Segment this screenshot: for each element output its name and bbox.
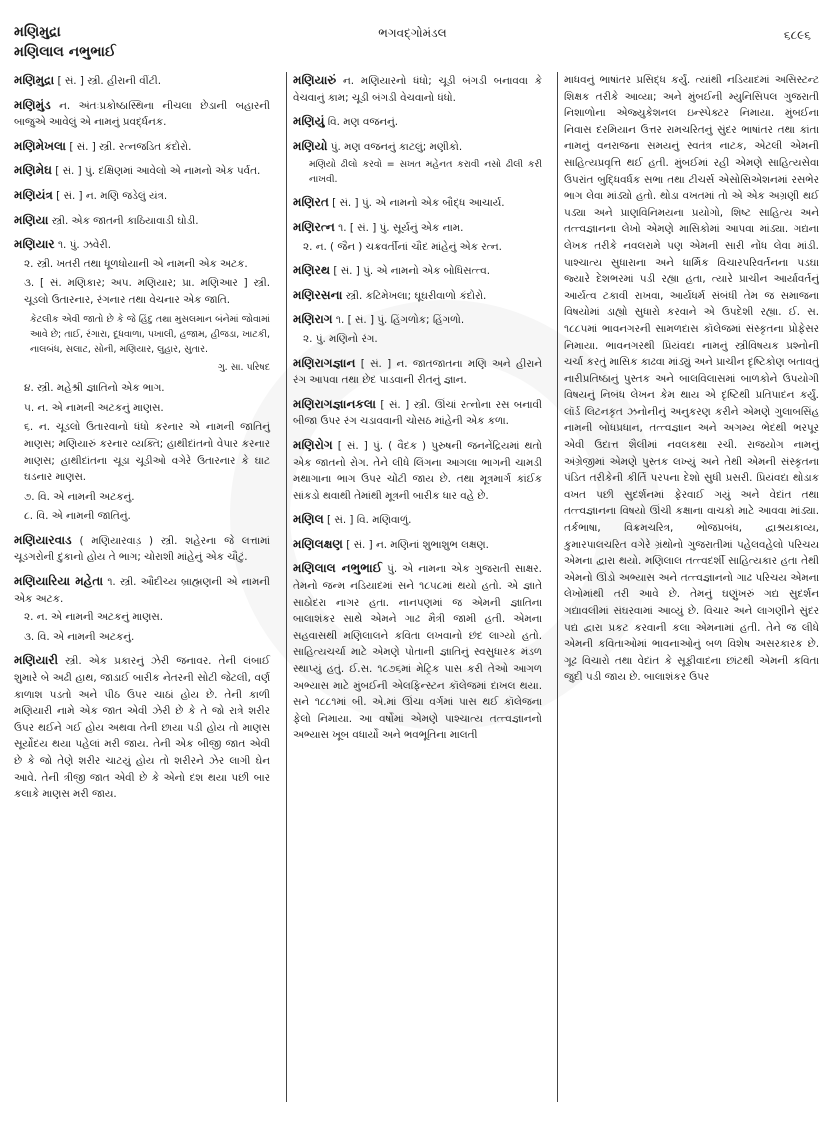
headword: મણિયારી: [14, 653, 59, 668]
dictionary-entry: [293, 113, 542, 131]
headword: મણિયાર: [14, 237, 55, 252]
dictionary-entry: [293, 287, 542, 305]
headword: મણિરાગ: [293, 312, 333, 327]
headword: મણિયારવાડ: [14, 532, 72, 547]
definition: ( મણિયારવાડ઼ ) સ્ત્રી. શહેરના જે લત્તામાં ચૂડગરોની દુકાનો હોય તે ભાગ; ચોરાશી માંહેનું એક ચૌટું.: [14, 534, 270, 564]
sense: ૨. સ્ત્રી. ખતરી તથા ધૂળધોયાની એ નામની એક અટક.: [24, 257, 248, 270]
dictionary-entry: [14, 236, 270, 254]
definition: [ સં. ] ન. મણિ જડેલું યંત્ર.: [56, 189, 168, 202]
column-1: [14, 72, 276, 1102]
headword: મણિયારું: [293, 73, 337, 87]
definition: ૧. સ્ત્રી. ઔદીચ્ય બ્રાહ્મણની એ નામની એક અટક.: [14, 576, 270, 605]
dictionary-entry: [293, 311, 542, 329]
definition: [ સં. ] પું. એ નામનો એક બોધિસત્ત્વ.: [333, 265, 490, 278]
sense: ૨. પું. મણિનો રંગ.: [303, 332, 378, 345]
dictionary-entry: [293, 511, 542, 529]
entry-continuation: માધવનું ભાષાંતર પ્રસિદ્ધ કર્યું. ત્યાંથી નડિયાદમાં અસિસ્ટન્ટ શિક્ષક તરીકે આવ્યા; અને મુંબઈની મ્યુનિસિપલ ગુજરાતી નિશાળોના એજ્યુકેશનલ ઇન્સ્પેક્ટર નિમાયા. મુંબઈના નિવાસ દરમિયાન ઉત્તર રામચરિતનું સુંદર ભાષાંતર તથા કાંતા નામનું વનરાજના સમયનું સ્વતંત્ર નાટક, એટલી એમની સાહિત્યપ્રવૃત્તિ થઈ હતી. મુંબઈમાં રહી એમણે સાહિત્યસેવા ઉપરાંત બુદ્ધિવર્ધક સભા તથા ટીચર્સ એસોસિએશનમાં રસભેર ભાગ લેવા માંડ્યો હતો. થોડા વખતમાં તો એ એક અગ્રણી થઈ પડ્યા અને પ્રાણવિનિમયના પ્રયોગો, શિષ્ટ સાહિત્ય અને તત્ત્વજ્ઞાનના લેખો એમણે માસિકોમાં આપવા માંડ્યા. ગદ્યના લેખક તરીકે નવલરામે પણ એમની સારી નોંધ લેવા માંડી. પાશ્ચાત્ય સુધારાના અને ધાર્મિક વિચારપરિવર્તનના પડઘા જ્યારે દેશભરમાં પડી રહ્યા હતા, ત્યારે પ્રાચીન આર્યાવર્તનું આર્યત્વ ટકાવી રાખવા, આર્યધર્મ સંબંધી તેમ જ સમાજના વિષયોમાં ડાહ્યો સુધારો કરવાને એ ઉપદેશી રહ્યા. ઈ. સ. ૧૮૮૫માં ભાવનગરની સામળદાસ કૉલેજમાં સંસ્કૃતના પ્રોફેસર નિમાયા. ભાવનગરથી પ્રિયંવદા નામનું સ્ત્રીવિષયક પ્રશ્નોની ચર્ચા કરતું માસિક કાઢવા માંડ્યું અને પ્રાચીન દૃષ્ટિકોણ બતાવતું નારીપ્રતિષ્ઠાનું પુસ્તક અને બાલવિલાસમાં બાળકોને ઉપયોગી વિષયનું નિબંધ લેખન કેમ થાય એ દૃષ્ટિથી પ્રતિપાદન કર્યું. લૉર્ડ લિટનકૃત ઝનોનીનું અનુકરણ કરીને એમણે ગુલાબસિંહ નામની બોધપ્રધાન, તત્ત્વજ્ઞાન અને અગમ્ય ભેદથી ભરપૂર એવી ઉદાત્ત શૈલીમાં નવલકથા રચી. રાજયોગ નામનું અંગ્રેજીમાં એમણે પુસ્તક લખ્યું અને તેથી એમની સંસ્કૃતના પંડિત તરીકેની કીર્તિ પરપના દેશો સુધી પ્રસરી. પ્રિયંવદા થોડાક વખત પછી સુદર્શનમાં ફેરવાઈ ગયું અને વેદાંત તથા તત્ત્વજ્ઞાનના વિષયો ઊંચી કક્ષાના વાચકો માટે આવવા માંડ્યા. તર્કભાષા, વિક્રમચરિત્ર, ભોજપ્રબંધ, દ્વાશ્રયકાવ્ય, કુમારપાલચરિત વગેરે ગ્રંથોનો ગુજરાતીમાં પહેલવહેલો પરિચય એમના દ્વારા થયો. મણિલાલ તત્ત્વદર્શી સાહિત્યકાર હતા તેથી એમનો ઊંડો અભ્યાસ અને તત્ત્વજ્ઞાનનો ગાઢ પરિચય એમના લેખોમાંથી તરી આવે છે. તેમનું ઘણુંખરું ગદ્ય સુદર્શન ગદ્યાવલીમાં સંઘરવામાં આવ્યું છે. વિચાર અને લાગણીને સુંદર પદ્ય દ્વારા પ્રકટ કરવાની કલા એમનામાં હતી. તેને જ લીધે એમની કવિતાઓમાં ભાવનાઓનું બળ વિશેષ અસરકારક છે. ગૂઢ વિચારો તથા વેદાંત કે સૂફીવાદના છાંટથી એમની કવિતા જુદી પડી જાય છે. બાલાશંકર ઉપર: [564, 74, 819, 684]
sense: ૪. સ્ત્રી. મહેશ્રી જ્ઞાતિનો એક ભાગ.: [24, 382, 165, 395]
definition: [ સં. ] પું. દક્ષિણમાં આવેલો એ નામનો એક પર્વત.: [55, 165, 261, 178]
headword: મણિયો: [293, 138, 328, 153]
headword: મણિમેઘ: [14, 163, 52, 178]
definition: પું. મણ વજનનું કાટલું; મણીકો.: [330, 140, 463, 153]
sense: ૩. વિ. એ નામની અટકનું.: [24, 630, 135, 643]
usage-note: કેટલીક એવી જાતો છે કે જે હિંદુ તથા મુસલમાન બંનેમાં જોવામાં આવે છે; તાઈ, રંગારા, દૂધવાળા, પખાલી, હજામ, હીજડા, ખાટકી, નાલબંધ, સલાટ, સોની, મણિયાર, લુહાર, સુતાર.: [30, 313, 270, 355]
dictionary-entry: [14, 573, 270, 607]
dictionary-entry: [293, 262, 542, 280]
dictionary-entry: [293, 219, 542, 237]
definition: [ સં. ] સ્ત્રી. ઊંચાં રત્નોના રસ બનાવી બીજા ઉપર રંગ ચડાવવાની ચોસઠ માંહેની એક કળા.: [293, 398, 542, 428]
dictionary-entry: [14, 187, 270, 205]
dictionary-entry: [293, 560, 542, 744]
definition: [ સં. ] સ્ત્રી. રત્નજડિત કંદોરો.: [69, 140, 192, 153]
dictionary-columns: [14, 72, 819, 1112]
headword: મણિરાગજ્ઞાનકલા: [293, 396, 376, 411]
dictionary-entry: [293, 138, 542, 156]
headword: મણિમેખલા: [14, 138, 66, 153]
headword: મણિમુદ્રા: [14, 73, 55, 87]
book-title: ભગવદ્ગોમંડલ: [378, 26, 447, 40]
headword: મણિરત: [293, 195, 329, 210]
column-3: [557, 72, 819, 1102]
sense: ૮. વિ. એ નામની જાતિનું.: [24, 510, 131, 523]
headword: મણિલાલ નભુભાઈ: [293, 561, 383, 576]
sense: ૨. ન. ( જૈન ) ચક્રવર્તીનાં ચૌદ માંહેનું એક રત્ન.: [303, 240, 502, 253]
headword: મણિરાગજ્ઞાન: [293, 355, 356, 370]
sense: ૬. ન. ચૂડલો ઉતારવાનો ધંધો કરનાર એ નામની જાતિનું માણસ; મણિયારું કરનાર વ્યક્તિ; હાથીદાંતનો વેપાર કરનાર માણસ; હાથીદાંતના ચૂડા ચૂડીઓ વગેરે ઉતારનાર કે ઘાટ ઘડનાર માણસ.: [24, 421, 270, 484]
dictionary-entry: [293, 437, 542, 504]
sense: ૭. વિ. એ નામની અટકનું.: [24, 490, 135, 503]
dictionary-entry: [293, 396, 542, 430]
dictionary-entry: [14, 138, 270, 156]
dictionary-entry: [14, 97, 270, 131]
headword: મણિયા: [14, 212, 49, 227]
headword: મણિયું: [293, 114, 325, 129]
dictionary-entry: [293, 536, 542, 554]
definition: ૧. પું. ઝવેરી.: [57, 239, 112, 252]
headword: મણિરોગ: [293, 437, 333, 452]
headword: મણિમુંડ: [14, 97, 51, 112]
definition: [ સં. ] સ્ત્રી. હીરાની વીંટી.: [57, 75, 162, 87]
headword: મણિલક્ષણ: [293, 536, 343, 551]
note-source: ગુ. સા. પરિષદ: [217, 361, 270, 373]
page-header: [14, 22, 811, 68]
dictionary-entry: [293, 194, 542, 212]
dictionary-entry: [293, 72, 542, 106]
page-number: ૬૮૯૬: [783, 28, 811, 42]
definition: [ સં. ] ન. મણિનાં શુભાશુભ લક્ષણ.: [346, 538, 489, 551]
definition: વિ. મણ વજનનું.: [327, 116, 399, 129]
dictionary-entry: [14, 652, 270, 802]
headword: મણિયંત્ર: [14, 187, 53, 202]
first-guide-word: મણિમુદ્રા: [14, 24, 61, 40]
headword: મણિરથ: [293, 263, 331, 278]
definition: સ્ત્રી. કટિમેખલા; ઘૂઘરીવાળો કંદોરો.: [345, 289, 487, 302]
definition: [ સં. ] પું. એ નામનો એક બૌદ્ધ આચાર્ય.: [332, 197, 505, 210]
dictionary-entry: [14, 532, 270, 566]
sense: ૩. [ સં. મણિકાર; અપ. મણિયાર; પ્રા. મણિઆર ] સ્ત્રી. ચૂડલો ઉતારનાર, રંગનાર તથા વેચનાર એક જાતિ.: [24, 277, 270, 306]
headword: મણિરસના: [293, 287, 343, 302]
dictionary-entry: [293, 355, 542, 389]
definition: સ્ત્રી. એક પ્રકારનું ઝેરી જનાવર. તેની લંબાઈ શુમારે બે અઢી હાથ, જાડાઈ બારીક નેતરની સોટી જેટલી, વર્ણ કાળાશ પડતો અને પીઠ ઉપર ચાઠાં હોય છે. તેની કાળી મણિયારી નામે એક જાત એવી ઝેરી છે કે તે જો રાત્રે શરીર ઉપર થઈને ગઈ હોય અથવા તેની છાયા પડી હોય તો માણસ સૂર્યોદય થયા પહેલાં મરી જાય. તેની એક બીજી જાત એવી છે કે જો તેણે શરીર ચાટયું હોય તો શરીરને ઝેર લાગી ઘેન આવે. તેની ત્રીજી જાત એવી છે કે એનો દશ થયા પછી બાર કલાકે માણસ મરી જાય.: [14, 655, 270, 801]
dictionary-entry: [14, 72, 270, 90]
sense: ૫. ન. એ નામની અટકનું માણસ.: [24, 401, 164, 414]
headword: મણિયારિયા મહેતા: [14, 574, 104, 589]
definition: સ્ત્રી. એક જાતની કાઠિયાવાડી ઘોડી.: [51, 214, 199, 227]
definition: [ સં. ] પું. ( વૈદક ) પુરુષની જનનેંદ્રિયમાં થતો એક જાતનો રોગ. તેને લીધે લિંગના આગલા ભાગની ચામડી મથાગાના ભાગ ઉપર ચોંટી જાય છે. તથા મૂત્રમાર્ગ કાંઈક સાંકડો થવાથી તેમાંથી મૂત્રની બારીક ધાર વહે છે.: [293, 439, 542, 502]
definition: ૧. [ સં. ] પું. હિંગળોક; હિંગળો.: [335, 314, 465, 327]
headword: મણિલ: [293, 512, 324, 527]
column-2: [286, 72, 548, 1102]
definition: [ સં. ] વિ. મણિવાળું.: [327, 514, 412, 527]
definition: ન. મણિયારનો ધંધો; ચૂડી બંગડી બનાવવા કે વેચવાનું કામ; ચૂડી બંગડી વેચવાનો ધંધો.: [293, 75, 542, 104]
dictionary-entry: [14, 162, 270, 180]
definition: પું. એ નામના એક ગુજરાતી સાક્ષર. તેમનો જન્મ નડિયાદમાં સને ૧૮૫૮માં થયો હતો. એ જ્ઞાતે સાઠોદરા નાગર હતા. નાનપણમાં જ એમની જ્ઞાતિના બાલાશંકર સાથે એમને ગાઢ મૈત્રી જામી હતી. એમના સહવાસથી મણિલાલને કવિતા લખવાનો છંદ લાગ્યો હતો. સાહિત્યચર્ચા માટે એમણે પોતાની જ્ઞાતિનું સ્વસુધારક મંડળ સ્થાપ્યું હતું. ઈ.સ. ૧૮૭૬માં મેટ્રિક પાસ કરી તેઓ આગળ અભ્યાસ માટે મુંબઈની એલફિન્સ્ટન કૉલેજમાં દાખલ થયા. સને ૧૮૮૧માં બી. એ.માં ઊંચા વર્ગમાં પાસ થઈ કૉલેજના ફેલો નિમાયા. આ વર્ષોમાં એમણે પાશ્ચાત્ય તત્ત્વજ્ઞાનનો અભ્યાસ ખૂબ વધાર્યો અને ભવભૂતિના માલતી: [293, 563, 542, 742]
headword: મણિરત્ન: [293, 219, 335, 234]
idiom-note: મણિયો ઢીલો કરવો = સખત મહેનત કરાવી નસો ઢીલી કરી નાખવી.: [309, 159, 542, 186]
definition: [ સં. ] ન. જાતજાતના મણિ અને હીરાને રંગ આપવા તથા છેદ પાડવાની રીતનું જ્ઞાન.: [293, 357, 542, 387]
definition: ૧. [ સં. ] પું. સૂર્યનું એક નામ.: [338, 221, 464, 234]
last-guide-word: મણિલાલ નભુભાઈ: [14, 44, 116, 60]
sense: ૨. ન. એ નામની અટકનું માણસ.: [24, 611, 164, 624]
dictionary-entry: [14, 212, 270, 230]
definition: ન. અંતઃપ્રકોષ્ઠાસ્થિના નીચલા છેડાની બહારની બાજુએ આવેલું એ નામનું પ્રવર્દ્ધનક.: [14, 99, 270, 129]
